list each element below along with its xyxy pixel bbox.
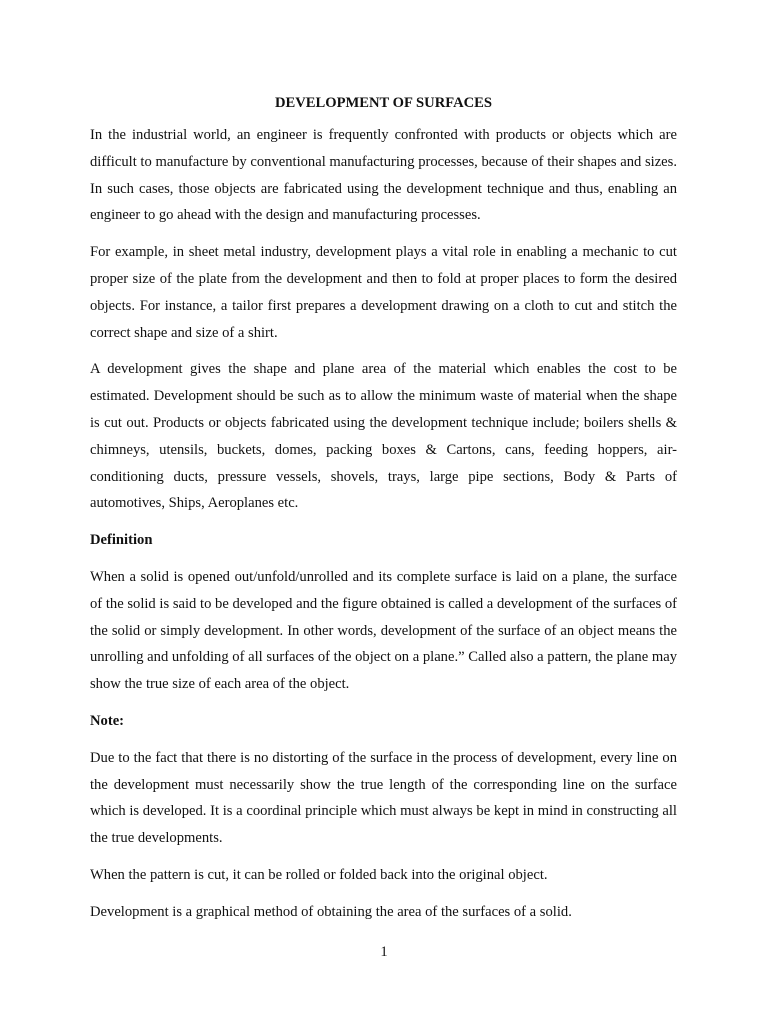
note-paragraph: Due to the fact that there is no distorting of the surface in the process of development, every line on the development must necessarily show the true length of the corresponding line on the surface which is developed. It is a coordinal principle which must always be kept in mind in constructing all the true developments.	[90, 749, 677, 847]
page-number: 1	[380, 944, 388, 960]
definition-heading: Definition	[90, 532, 153, 549]
example-paragraph: For example, in sheet metal industry, development plays a vital role in enabling a mechanic to cut proper size of the plate from the development and then to fold at proper places to form the desired objects. For instance, a tailor first prepares a development drawing on a cloth to cut and stitch the correct shape and size of a shirt.	[90, 244, 677, 341]
graphical-method-paragraph: Development is a graphical method of obtaining the area of the surfaces of a solid.	[90, 903, 572, 920]
note-heading: Note:	[90, 712, 125, 729]
intro-paragraph: In the industrial world, an engineer is frequently confronted with products or objects which are difficult to manufacture by conventional manufacturing processes, because of their shapes and sizes. In such cases, those objects are fabricated using the development technique and thus, enabling an engineer to go ahead with the design and manufacturing processes.	[90, 127, 677, 224]
document-page	[90, 93, 677, 936]
cost-paragraph: A development gives the shape and plane area of the material which enables the cost to be estimated. Development should be such as to allow the minimum waste of material when the shape is cut out. Products or objects fabricated using the development technique include; boilers shells & chimneys, utensils, buckets, domes, packing boxes & Cartons, cans, feeding hoppers, air-conditioning ducts, pressure vessels, shovels, trays, large pipe sections, Body & Parts of automotives, Ships, Aeroplanes etc.	[90, 361, 677, 512]
pattern-paragraph: When the pattern is cut, it can be rolled or folded back into the original object.	[90, 866, 548, 883]
document-title: DEVELOPMENT OF SURFACES	[274, 95, 493, 111]
definition-paragraph: When a solid is opened out/unfold/unrolled and its complete surface is laid on a plane, the surface of the solid is said to be developed and the figure obtained is called a development of the surfaces of the solid or simply development. In other words, development of the surface of an object means the unrolling and unfolding of all surfaces of the object on a plane.” Called also a pattern, the plane may show the true size of each area of the object.	[90, 568, 677, 693]
